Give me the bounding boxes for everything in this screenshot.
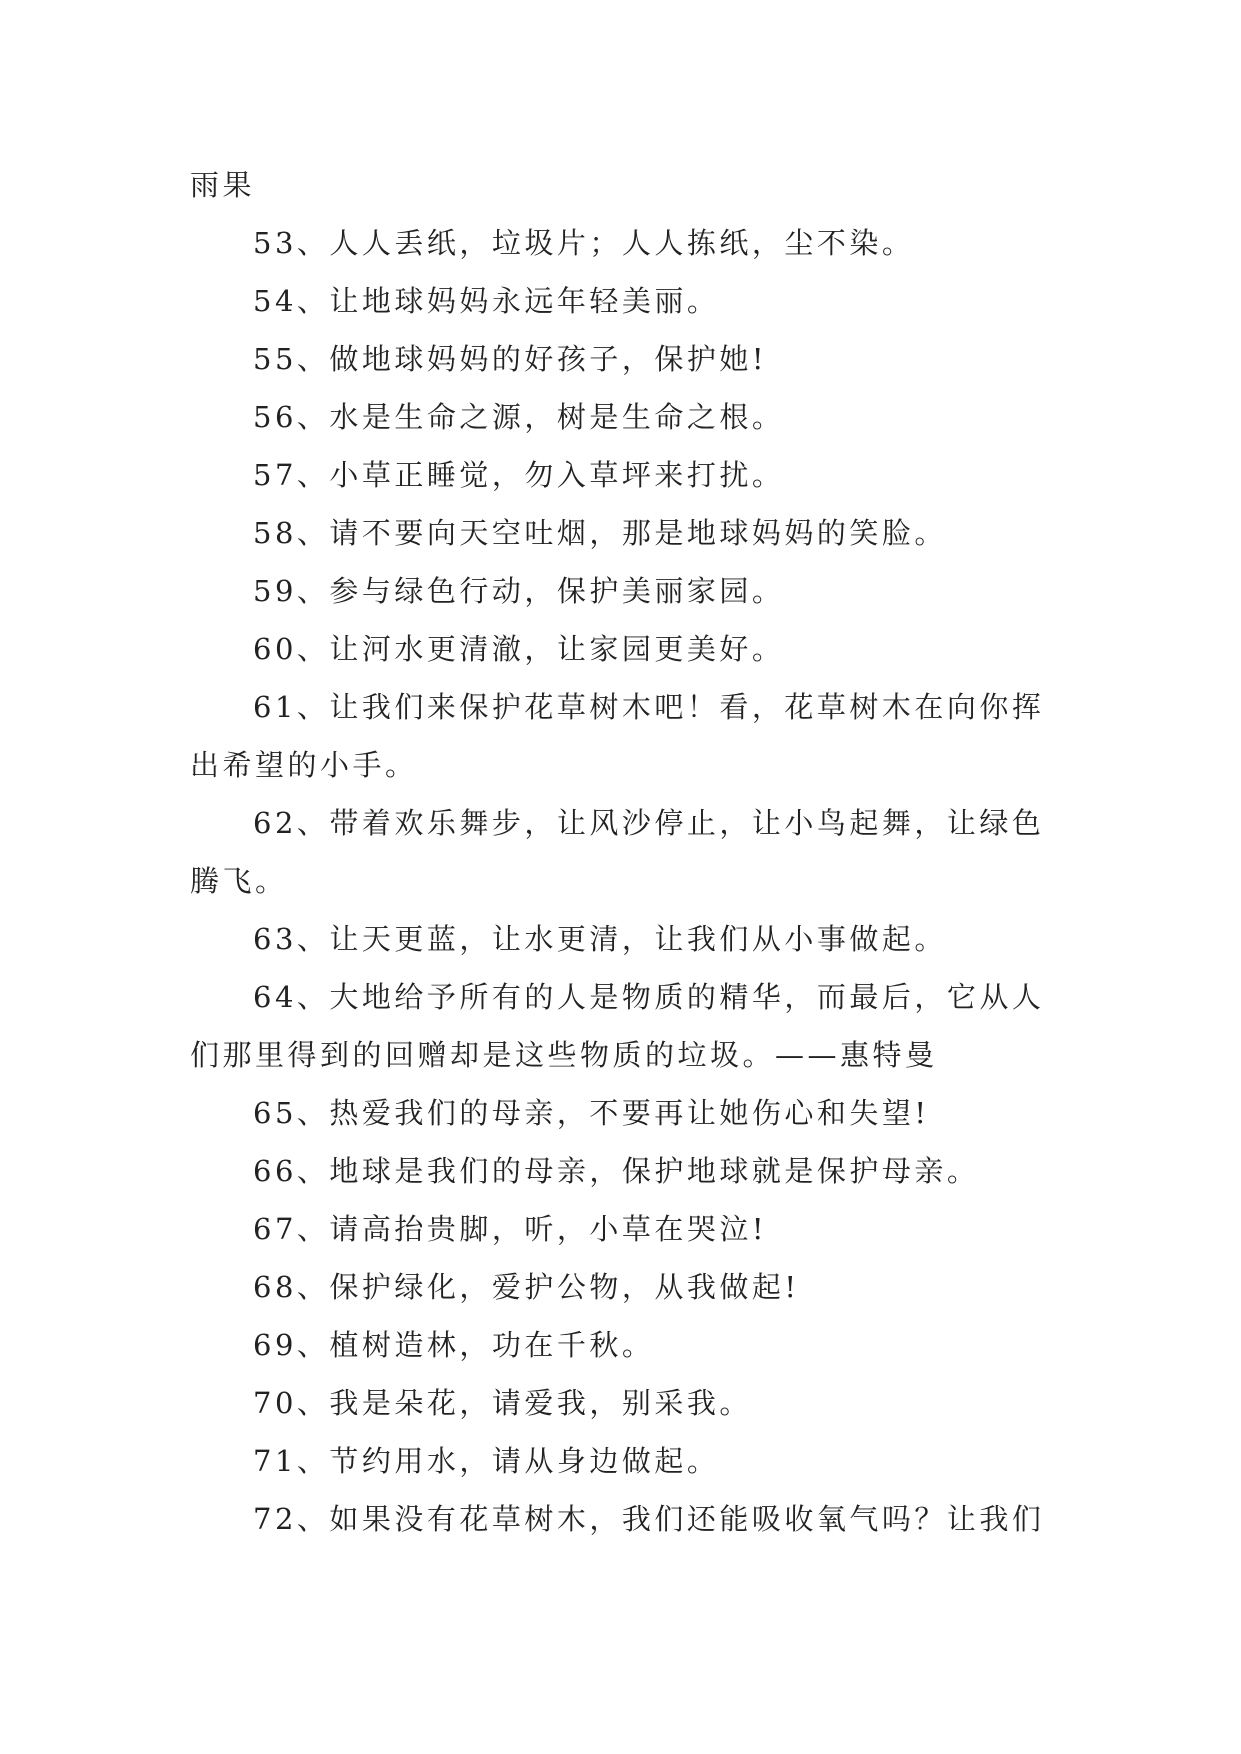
slogan-72: 72、如果没有花草树木，我们还能吸收氧气吗？让我们: [253, 1502, 1045, 1536]
slogan-61: 61、让我们来保护花草树木吧！看，花草树木在向你挥: [253, 690, 1045, 724]
slogan-61-continued: 出希望的小手。: [190, 748, 418, 782]
slogan-62: 62、带着欢乐舞步，让风沙停止，让小鸟起舞，让绿色: [253, 806, 1045, 840]
slogan-55: 55、做地球妈妈的好孩子，保护她!: [253, 342, 768, 376]
slogan-71: 71、节约用水，请从身边做起。: [253, 1444, 720, 1478]
slogan-62-continued: 腾飞。: [190, 864, 288, 898]
slogan-58: 58、请不要向天空吐烟，那是地球妈妈的笑脸。: [253, 516, 947, 550]
text-line: 雨果: [190, 168, 256, 202]
slogan-63: 63、让天更蓝，让水更清，让我们从小事做起。: [253, 922, 947, 956]
slogan-59: 59、参与绿色行动，保护美丽家园。: [253, 574, 785, 608]
slogan-66: 66、地球是我们的母亲，保护地球就是保护母亲。: [253, 1154, 980, 1188]
slogan-57: 57、小草正睡觉，勿入草坪来打扰。: [253, 458, 785, 492]
slogan-70: 70、我是朵花，请爱我，别采我。: [253, 1386, 752, 1420]
slogan-54: 54、让地球妈妈永远年轻美丽。: [253, 284, 720, 318]
slogan-65: 65、热爱我们的母亲，不要再让她伤心和失望!: [253, 1096, 930, 1130]
slogan-64-continued: 们那里得到的回赠却是这些物质的垃圾。——惠特曼: [190, 1038, 938, 1072]
slogan-69: 69、植树造林，功在千秋。: [253, 1328, 655, 1362]
document-body: [190, 156, 1058, 1548]
slogan-64: 64、大地给予所有的人是物质的精华，而最后，它从人: [253, 980, 1045, 1014]
slogan-67: 67、请高抬贵脚，听，小草在哭泣!: [253, 1212, 768, 1246]
slogan-60: 60、让河水更清澈，让家园更美好。: [253, 632, 785, 666]
slogan-68: 68、保护绿化，爱护公物，从我做起!: [253, 1270, 800, 1304]
slogan-56: 56、水是生命之源，树是生命之根。: [253, 400, 785, 434]
slogan-53: 53、人人丢纸，垃圾片；人人拣纸，尘不染。: [253, 226, 915, 260]
